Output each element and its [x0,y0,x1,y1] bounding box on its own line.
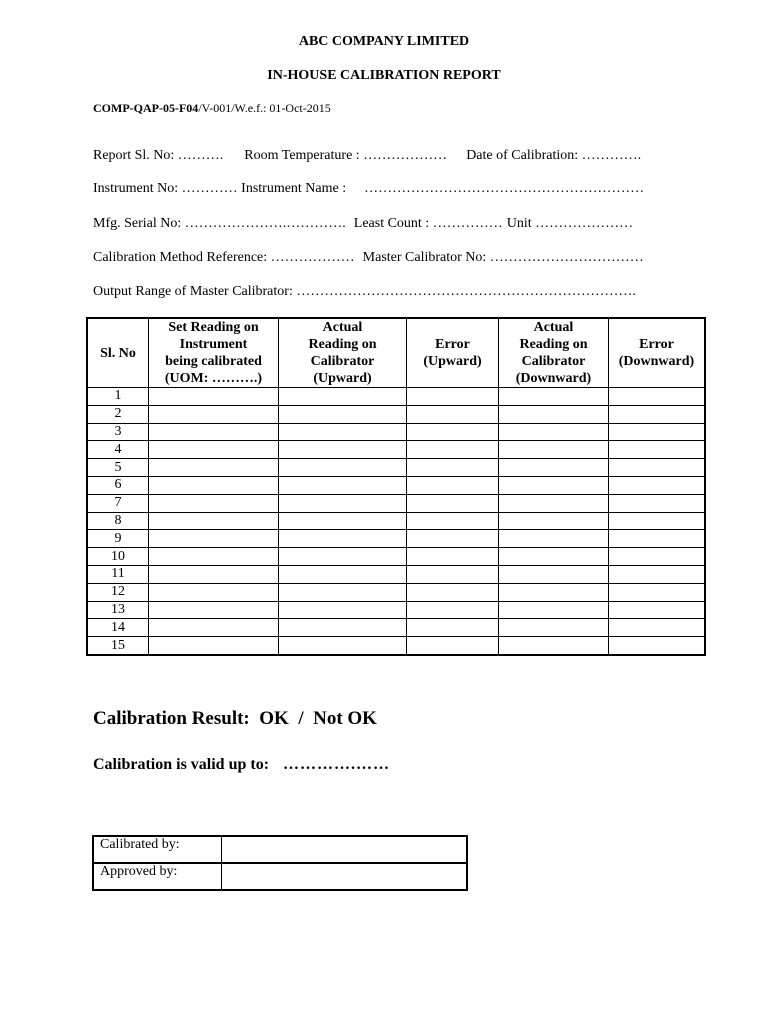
row-sl-no: 2 [87,405,149,423]
table-cell [407,548,499,566]
field-line-3 [93,216,633,232]
table-cell [609,619,706,637]
table-cell [279,583,407,601]
table-cell [499,441,609,459]
result-ok-option: OK [259,708,289,729]
master-calibrator-no-field: Master Calibrator No: …………………………… [362,250,644,265]
table-cell [609,548,706,566]
table-cell [499,583,609,601]
calibration-result-label: Calibration Result: [93,708,250,729]
table-cell [499,405,609,423]
table-cell [279,565,407,583]
table-cell [609,565,706,583]
row-sl-no: 10 [87,548,149,566]
row-sl-no: 6 [87,476,149,494]
table-cell [499,423,609,441]
row-sl-no: 4 [87,441,149,459]
validity-label: Calibration is valid up to: [93,756,270,773]
table-cell [609,423,706,441]
table-cell [149,530,279,548]
table-cell [407,441,499,459]
table-cell [499,548,609,566]
table-cell [149,405,279,423]
approved-by-row [93,863,467,890]
least-count-field: Least Count : …………… [353,216,503,231]
table-cell [609,459,706,477]
mfg-serial-no-field: Mfg. Serial No: ………………….…………. [93,216,346,231]
table-cell [609,405,706,423]
table-row [87,548,705,566]
row-sl-no: 11 [87,565,149,583]
approved-by-label: Approved by: [93,863,222,890]
calibrated-by-label: Calibrated by: [93,836,222,863]
row-sl-no: 3 [87,423,149,441]
col-error-upward: Error (Upward) [407,318,499,388]
table-row [87,637,705,655]
table-cell [279,601,407,619]
room-temperature-field: Room Temperature : ……………… [244,148,448,163]
table-cell [279,530,407,548]
date-of-calibration-field: Date of Calibration: …………. [466,148,642,163]
table-cell [149,423,279,441]
unit-field: Unit ………………… [506,216,634,231]
table-cell [499,459,609,477]
signoff-table [92,835,468,891]
table-row [87,476,705,494]
table-header-row [87,318,705,388]
result-separator: / [298,708,304,729]
table-cell [499,388,609,406]
calibration-readings-table [86,317,706,656]
table-cell [499,637,609,655]
table-row [87,565,705,583]
doc-version-date: /V-001/W.e.f.: 01-Oct-2015 [198,101,331,115]
field-line-4 [93,250,644,266]
table-cell [279,637,407,655]
table-cell [609,441,706,459]
document-reference [93,101,331,116]
table-cell [279,459,407,477]
calibration-validity [93,756,390,774]
field-line-2 [93,181,644,197]
row-sl-no: 15 [87,637,149,655]
table-row [87,459,705,477]
col-set-reading: Set Reading on Instrument being calibrated (UOM: ……….) [149,318,279,388]
table-cell [407,512,499,530]
row-sl-no: 9 [87,530,149,548]
doc-code: COMP-QAP-05-F04 [93,101,199,115]
table-cell [149,494,279,512]
table-cell [279,441,407,459]
table-cell [149,601,279,619]
validity-blank: ………….…… [283,756,391,773]
row-sl-no: 5 [87,459,149,477]
table-row [87,494,705,512]
table-cell [609,601,706,619]
approved-by-value [222,863,468,890]
row-sl-no: 8 [87,512,149,530]
row-sl-no: 7 [87,494,149,512]
table-cell [499,565,609,583]
table-row [87,512,705,530]
table-row [87,423,705,441]
table-cell [149,565,279,583]
table-cell [499,476,609,494]
table-cell [407,423,499,441]
table-cell [609,476,706,494]
table-cell [407,476,499,494]
field-line-1 [93,148,641,164]
table-cell [149,459,279,477]
table-cell [407,530,499,548]
table-cell [609,637,706,655]
table-cell [499,619,609,637]
calibration-result [93,708,377,730]
table-cell [609,530,706,548]
instrument-name-blank: …………………………………………………… [364,181,645,196]
report-title: IN-HOUSE CALIBRATION REPORT [267,68,501,83]
table-cell [407,637,499,655]
table-cell [279,388,407,406]
table-cell [149,476,279,494]
table-cell [407,583,499,601]
row-sl-no: 14 [87,619,149,637]
report-sl-no-field: Report Sl. No: ………. [93,148,224,163]
table-cell [407,565,499,583]
table-cell [149,637,279,655]
table-cell [407,619,499,637]
table-cell [149,583,279,601]
table-cell [279,494,407,512]
calibrated-by-value [222,836,468,863]
table-cell [279,512,407,530]
result-not-ok-option: Not OK [313,708,377,729]
table-row [87,583,705,601]
table-row [87,388,705,406]
company-name: ABC COMPANY LIMITED [298,34,470,49]
table-cell [279,548,407,566]
table-cell [279,476,407,494]
table-row [87,405,705,423]
output-range-field: Output Range of Master Calibrator: ………………………………………………………………. [93,284,636,299]
table-cell [499,530,609,548]
table-cell [609,583,706,601]
table-cell [149,512,279,530]
table-cell [149,441,279,459]
row-sl-no: 1 [87,388,149,406]
table-cell [407,388,499,406]
table-cell [149,388,279,406]
table-cell [407,459,499,477]
col-actual-downward: Actual Reading on Calibrator (Downward) [499,318,609,388]
col-actual-upward: Actual Reading on Calibrator (Upward) [279,318,407,388]
table-cell [609,388,706,406]
calibration-method-reference-field: Calibration Method Reference: ……………… [93,250,355,265]
table-cell [499,512,609,530]
table-cell [279,619,407,637]
row-sl-no: 12 [87,583,149,601]
table-cell [609,494,706,512]
table-cell [407,494,499,512]
table-cell [279,405,407,423]
col-sl-no: Sl. No [87,318,149,388]
table-cell [407,405,499,423]
instrument-no-field: Instrument No: ………… Instrument Name : [93,181,347,196]
table-cell [149,548,279,566]
table-cell [407,601,499,619]
calibrated-by-row [93,836,467,863]
table-row [87,530,705,548]
table-row [87,441,705,459]
table-cell [499,494,609,512]
table-cell [149,619,279,637]
table-cell [279,423,407,441]
field-line-5 [93,284,636,300]
table-cell [609,512,706,530]
table-row [87,619,705,637]
table-cell [499,601,609,619]
row-sl-no: 13 [87,601,149,619]
col-error-downward: Error (Downward) [609,318,706,388]
table-row [87,601,705,619]
